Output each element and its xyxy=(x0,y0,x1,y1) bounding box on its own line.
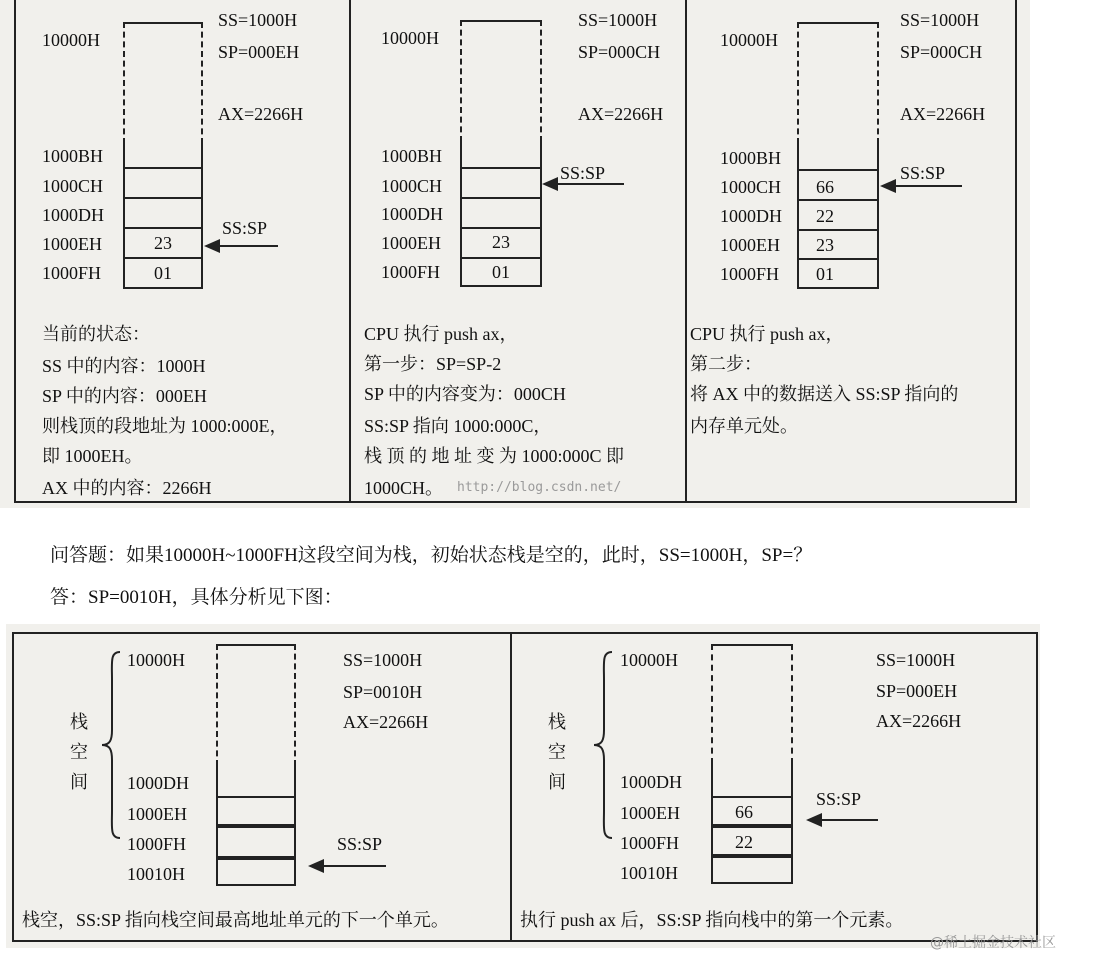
cell-border xyxy=(123,22,203,24)
address-label: 10000H xyxy=(381,28,439,48)
sp-register: SP=0010H xyxy=(343,682,423,702)
caption: 栈空，SS:SP 指向栈空间最高地址单元的下一个单元。 xyxy=(22,910,449,930)
cell-border xyxy=(711,854,793,858)
description-line: CPU 执行 push ax， xyxy=(364,324,518,344)
arrow-left-icon xyxy=(308,858,388,874)
sp-register: SP=000CH xyxy=(900,42,983,62)
caption: 执行 push ax 后，SS:SP 指向栈中的第一个元素。 xyxy=(520,910,904,930)
address-label: 1000DH xyxy=(720,206,782,226)
arrow-left-icon xyxy=(806,812,880,828)
address-label: 1000FH xyxy=(620,833,680,853)
memory-cell-value: 22 xyxy=(816,206,834,226)
ss-register: SS=1000H xyxy=(578,10,658,30)
cell-border xyxy=(123,257,203,259)
cell-border xyxy=(711,882,793,884)
cell-border xyxy=(460,227,542,229)
panel-divider xyxy=(685,0,687,503)
stack-pointer-label: SS:SP xyxy=(560,163,606,183)
address-label: 1000FH xyxy=(127,834,187,854)
description-line: 栈 顶 的 地 址 变 为 1000:000C 即 xyxy=(364,446,625,466)
address-label: 10010H xyxy=(127,864,185,884)
cell-border xyxy=(797,229,879,231)
address-label: 10010H xyxy=(620,863,678,883)
address-label: 1000EH xyxy=(381,233,441,253)
memory-stack xyxy=(797,22,879,144)
sp-register: SP=000CH xyxy=(578,42,661,62)
stack-pointer-label: SS:SP xyxy=(900,163,946,183)
memory-cell-value: 23 xyxy=(154,233,172,253)
description-line: SP 中的内容：000EH xyxy=(42,386,207,406)
sp-register: SP=000EH xyxy=(876,681,958,701)
ss-register: SS=1000H xyxy=(876,650,956,670)
ss-register: SS=1000H xyxy=(343,650,423,670)
address-label: 1000FH xyxy=(720,264,780,284)
stack-space-char: 间 xyxy=(548,772,566,792)
cell-border xyxy=(797,258,879,260)
stack-space-char: 栈 xyxy=(70,712,88,732)
watermark: http://blog.csdn.net/ xyxy=(457,480,622,495)
cell-border xyxy=(460,167,542,169)
ax-register: AX=2266H xyxy=(343,712,429,732)
arrow-left-icon xyxy=(880,178,964,194)
question-text: 问答题：如果10000H~1000FH这段空间为栈，初始状态栈是空的，此时，SS=1000H，SP=？ xyxy=(50,545,813,566)
address-label: 1000CH xyxy=(381,176,443,196)
address-label: 10000H xyxy=(620,650,678,670)
stack-pointer-label: SS:SP xyxy=(337,834,383,854)
memory-cell-value: 23 xyxy=(816,235,834,255)
sp-register: SP=000EH xyxy=(218,42,300,62)
memory-cell-value: 23 xyxy=(492,232,510,252)
brace-icon xyxy=(592,650,614,840)
memory-stack xyxy=(216,644,296,766)
cell-border xyxy=(123,227,203,229)
panel-divider xyxy=(349,0,351,503)
arrow-left-icon xyxy=(204,238,280,254)
cell-border xyxy=(711,796,793,798)
arrow-left-icon xyxy=(542,176,626,192)
cell-border xyxy=(216,884,296,886)
ss-register: SS=1000H xyxy=(900,10,980,30)
cell-border xyxy=(216,824,296,828)
cell-border xyxy=(216,796,296,798)
address-label: 1000EH xyxy=(127,804,187,824)
address-label: 1000EH xyxy=(620,803,680,823)
description-line: 将 AX 中的数据送入 SS:SP 指向的 xyxy=(690,384,959,404)
cell-border xyxy=(216,856,296,860)
stack-pointer-label: SS:SP xyxy=(816,789,862,809)
address-label: 1000EH xyxy=(42,234,102,254)
description-line: AX 中的内容：2266H xyxy=(42,478,212,498)
description-line: 1000CH。 xyxy=(364,478,444,498)
memory-cell-value: 01 xyxy=(492,262,510,282)
stack-space-char: 间 xyxy=(70,772,88,792)
brace-icon xyxy=(100,650,122,840)
address-label: 10000H xyxy=(42,30,100,50)
stack-space-char: 空 xyxy=(70,742,88,762)
address-label: 1000FH xyxy=(42,263,102,283)
cell-border xyxy=(711,644,793,646)
memory-cell-value: 01 xyxy=(816,264,834,284)
cell-border xyxy=(123,287,203,289)
ss-register: SS=1000H xyxy=(218,10,298,30)
cell-border xyxy=(797,287,879,289)
address-label: 1000DH xyxy=(620,772,682,792)
ax-register: AX=2266H xyxy=(876,711,962,731)
cell-border xyxy=(797,169,879,171)
description-line: 即 1000EH。 xyxy=(42,446,143,466)
address-label: 1000BH xyxy=(42,146,104,166)
panel-divider xyxy=(510,632,512,942)
address-label: 1000DH xyxy=(381,204,443,224)
address-label: 1000EH xyxy=(720,235,780,255)
description-line: 则栈顶的段地址为 1000:000E， xyxy=(42,416,288,436)
answer-text: 答：SP=0010H，具体分析见下图： xyxy=(50,587,343,608)
cell-border xyxy=(216,644,296,646)
address-label: 1000BH xyxy=(381,146,443,166)
cell-border xyxy=(460,20,542,22)
address-label: 10000H xyxy=(127,650,185,670)
description-line: SS:SP 指向 1000:000C， xyxy=(364,416,552,436)
memory-cell-value: 22 xyxy=(735,832,753,852)
address-label: 1000CH xyxy=(720,177,782,197)
description-line: 内存单元处。 xyxy=(690,416,798,436)
memory-cell-value: 01 xyxy=(154,263,172,283)
stack-space-char: 栈 xyxy=(548,712,566,732)
cell-border xyxy=(797,22,879,24)
credit-watermark: @稀土掘金技术社区 xyxy=(930,935,1056,951)
memory-cell-value: 66 xyxy=(816,177,834,197)
description-line: SS 中的内容：1000H xyxy=(42,356,206,376)
cell-border xyxy=(797,199,879,201)
cell-border xyxy=(460,257,542,259)
memory-cell-value: 66 xyxy=(735,802,753,822)
address-label: 1000BH xyxy=(720,148,782,168)
cell-border xyxy=(123,167,203,169)
cell-border xyxy=(711,824,793,828)
stack-space-char: 空 xyxy=(548,742,566,762)
memory-stack xyxy=(711,644,793,764)
cell-border xyxy=(460,285,542,287)
address-label: 1000CH xyxy=(42,176,104,196)
cell-border xyxy=(460,197,542,199)
ax-register: AX=2266H xyxy=(218,104,304,124)
memory-stack xyxy=(123,22,203,144)
memory-stack xyxy=(460,20,542,142)
description-line: SP 中的内容变为：000CH xyxy=(364,384,566,404)
stack-pointer-label: SS:SP xyxy=(222,218,268,238)
cell-border xyxy=(123,197,203,199)
ax-register: AX=2266H xyxy=(578,104,664,124)
description-line: 第一步：SP=SP-2 xyxy=(364,354,502,374)
description-line: 当前的状态： xyxy=(42,324,150,344)
address-label: 10000H xyxy=(720,30,778,50)
ax-register: AX=2266H xyxy=(900,104,986,124)
address-label: 1000DH xyxy=(127,773,189,793)
description-line: CPU 执行 push ax， xyxy=(690,324,844,344)
description-line: 第二步： xyxy=(690,354,762,374)
address-label: 1000DH xyxy=(42,205,104,225)
address-label: 1000FH xyxy=(381,262,441,282)
